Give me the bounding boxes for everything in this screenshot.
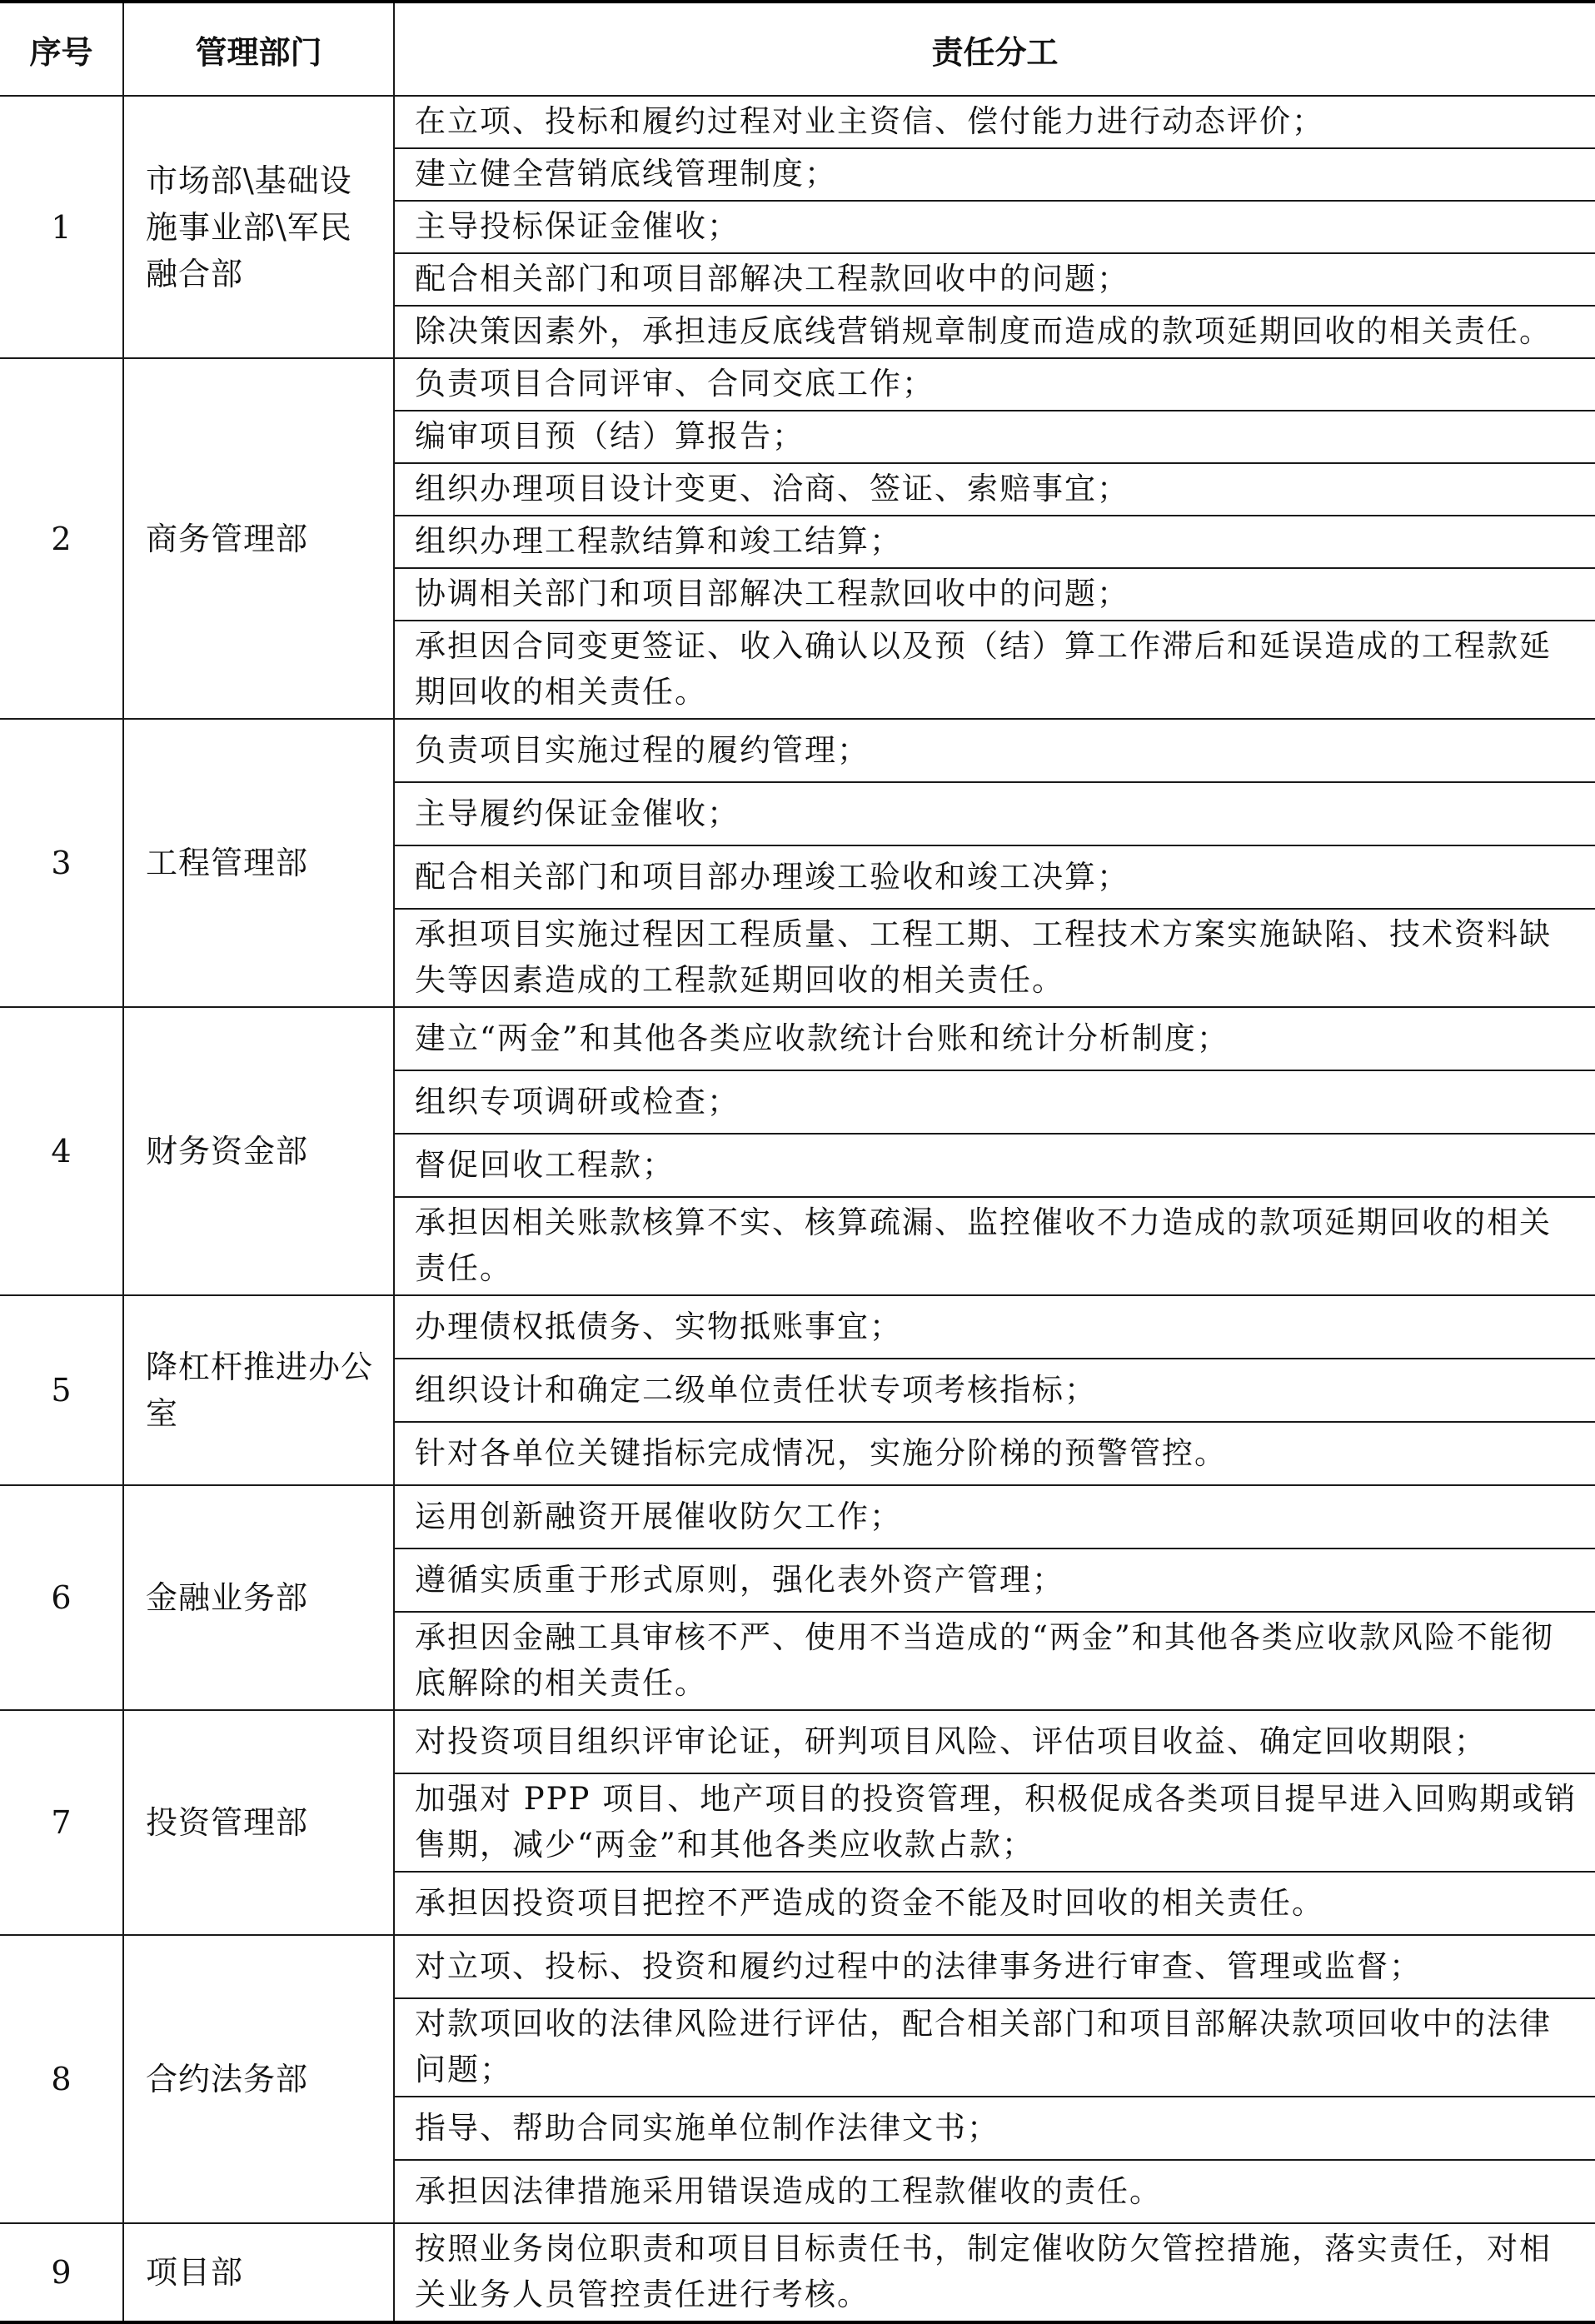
duty-item: 承担因法律措施采用错误造成的工程款催收的责任。 xyxy=(394,2160,1595,2223)
duty-item: 负责项目实施过程的履约管理； xyxy=(394,719,1595,782)
table-row xyxy=(0,1007,1595,1070)
duty-item: 主导履约保证金催收； xyxy=(394,782,1595,845)
duty-item: 遵循实质重于形式原则，强化表外资产管理； xyxy=(394,1549,1595,1612)
duty-item: 组织设计和确定二级单位责任状专项考核指标； xyxy=(394,1359,1595,1422)
duty-item: 编审项目预（结）算报告； xyxy=(394,411,1595,463)
header-no: 序号 xyxy=(0,2,123,96)
row-number: 6 xyxy=(0,1485,123,1710)
duty-item: 承担因合同变更签证、收入确认以及预（结）算工作滞后和延误造成的工程款延期回收的相关责任。 xyxy=(394,621,1595,719)
table-row xyxy=(0,1295,1595,1359)
table-row xyxy=(0,1485,1595,1549)
duty-item: 承担因投资项目把控不严造成的资金不能及时回收的相关责任。 xyxy=(394,1872,1595,1935)
header-duty: 责任分工 xyxy=(394,2,1595,96)
row-number: 5 xyxy=(0,1295,123,1485)
row-number: 8 xyxy=(0,1935,123,2223)
duty-item: 按照业务岗位职责和项目目标责任书，制定催收防欠管控措施，落实责任，对相关业务人员管控责任进行考核。 xyxy=(394,2223,1595,2322)
table-row xyxy=(0,358,1595,411)
duty-item: 承担因金融工具审核不严、使用不当造成的“两金”和其他各类应收款风险不能彻底解除的相关责任。 xyxy=(394,1612,1595,1710)
duty-item: 对立项、投标、投资和履约过程中的法律事务进行审查、管理或监督； xyxy=(394,1935,1595,1998)
row-number: 7 xyxy=(0,1710,123,1935)
table-row xyxy=(0,2223,1595,2322)
duty-item: 针对各单位关键指标完成情况，实施分阶梯的预警管控。 xyxy=(394,1422,1595,1485)
row-number: 9 xyxy=(0,2223,123,2322)
duty-item: 主导投标保证金催收； xyxy=(394,201,1595,253)
department-name: 市场部\基础设施事业部\军民融合部 xyxy=(123,96,394,358)
table-row xyxy=(0,1710,1595,1773)
table-row xyxy=(0,96,1595,148)
row-number: 2 xyxy=(0,358,123,719)
duty-item: 在立项、投标和履约过程对业主资信、偿付能力进行动态评价； xyxy=(394,96,1595,148)
department-name: 金融业务部 xyxy=(123,1485,394,1710)
duty-item: 承担项目实施过程因工程质量、工程工期、工程技术方案实施缺陷、技术资料缺失等因素造成的工程款延期回收的相关责任。 xyxy=(394,909,1595,1007)
duty-item: 加强对 PPP 项目、地产项目的投资管理，积极促成各类项目提早进入回购期或销售期，减少“两金”和其他各类应收款占款； xyxy=(394,1773,1595,1872)
department-name: 降杠杆推进办公室 xyxy=(123,1295,394,1485)
table-row xyxy=(0,1935,1595,1998)
duty-item: 指导、帮助合同实施单位制作法律文书； xyxy=(394,2097,1595,2160)
table-header-row xyxy=(0,2,1595,96)
table-row xyxy=(0,719,1595,782)
duty-item: 督促回收工程款； xyxy=(394,1134,1595,1197)
duty-item: 组织专项调研或检查； xyxy=(394,1070,1595,1134)
row-number: 3 xyxy=(0,719,123,1007)
row-number: 4 xyxy=(0,1007,123,1295)
duty-item: 建立健全营销底线管理制度； xyxy=(394,148,1595,201)
duty-item: 承担因相关账款核算不实、核算疏漏、监控催收不力造成的款项延期回收的相关责任。 xyxy=(394,1197,1595,1295)
duty-item: 对投资项目组织评审论证，研判项目风险、评估项目收益、确定回收期限； xyxy=(394,1710,1595,1773)
duty-item: 办理债权抵债务、实物抵账事宜； xyxy=(394,1295,1595,1359)
duty-item: 除决策因素外，承担违反底线营销规章制度而造成的款项延期回收的相关责任。 xyxy=(394,306,1595,358)
duty-item: 负责项目合同评审、合同交底工作； xyxy=(394,358,1595,411)
duty-item: 配合相关部门和项目部办理竣工验收和竣工决算； xyxy=(394,845,1595,909)
row-number: 1 xyxy=(0,96,123,358)
duty-item: 对款项回收的法律风险进行评估，配合相关部门和项目部解决款项回收中的法律问题； xyxy=(394,1998,1595,2097)
duty-item: 建立“两金”和其他各类应收款统计台账和统计分析制度； xyxy=(394,1007,1595,1070)
department-name: 合约法务部 xyxy=(123,1935,394,2223)
department-name: 投资管理部 xyxy=(123,1710,394,1935)
duty-item: 运用创新融资开展催收防欠工作； xyxy=(394,1485,1595,1549)
department-name: 财务资金部 xyxy=(123,1007,394,1295)
department-name: 工程管理部 xyxy=(123,719,394,1007)
duty-item: 协调相关部门和项目部解决工程款回收中的问题； xyxy=(394,568,1595,621)
duty-item: 组织办理工程款结算和竣工结算； xyxy=(394,516,1595,568)
department-name: 项目部 xyxy=(123,2223,394,2322)
duty-item: 配合相关部门和项目部解决工程款回收中的问题； xyxy=(394,253,1595,306)
duty-item: 组织办理项目设计变更、洽商、签证、索赔事宜； xyxy=(394,463,1595,516)
header-dept: 管理部门 xyxy=(123,2,394,96)
department-name: 商务管理部 xyxy=(123,358,394,719)
